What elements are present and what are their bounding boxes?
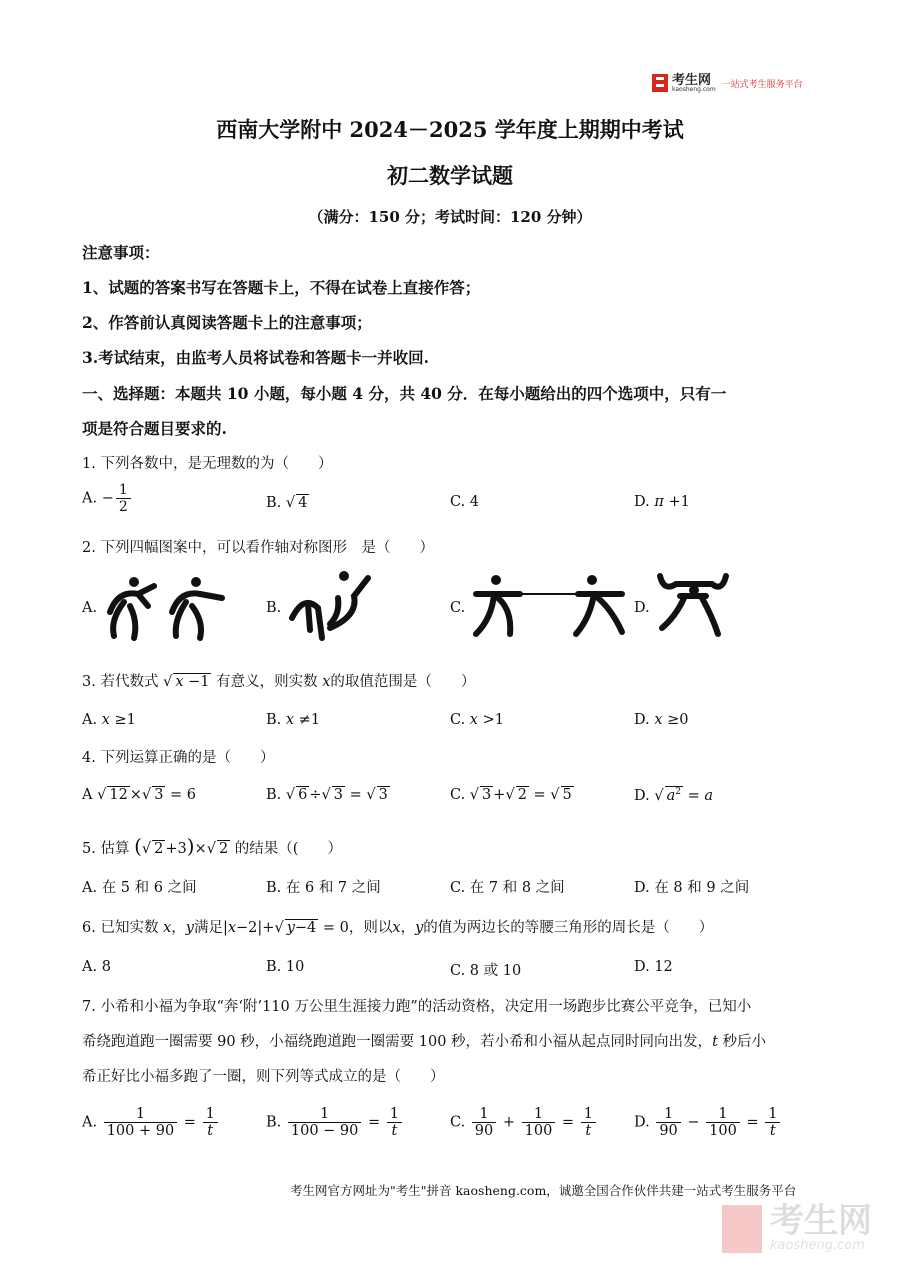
note-item-3: 3.考试结束，由监考人员将试卷和答题卡一并收回. <box>82 348 430 367</box>
note-item-1: 1、试题的答案书写在答题卡上，不得在试卷上直接作答； <box>82 278 481 297</box>
note-item-2: 2、作答前认真阅读答题卡上的注意事项； <box>82 313 372 332</box>
watermark <box>722 1201 872 1253</box>
q5-option-c: C. 在 7 和 8 之间 <box>450 880 565 896</box>
q4-option-c: C. √ 3 +√ 2 = √ 5 <box>450 787 572 803</box>
q2-figure-b <box>288 568 378 644</box>
exam-title: 西南大学附中 2024－2025 学年度上期期中考试 <box>216 117 684 142</box>
q3-stem-post: 有意义，则实数 <box>216 674 318 690</box>
q5-option-d: D. 在 8 和 9 之间 <box>634 880 750 896</box>
q2-option-b: B. <box>266 600 282 616</box>
q2-stem: 2. 下列四幅图案中，可以看作轴对称图形 是（ ） <box>82 540 434 556</box>
q1-stem: 1. 下列各数中，是无理数的为（ ） <box>82 456 333 472</box>
footer-text: 考生网官方网址为"考生"拼音 kaosheng.com，诚邀全国合作伙伴共建一站式考生服务平台 <box>290 1183 797 1198</box>
q7-option-a: A. $\frac{1}{100 + 90}$ = $\frac{1}{t}$ <box>82 1106 220 1139</box>
q1-option-a: A. − $\frac{1}{2}$ <box>82 482 133 515</box>
q3-b-label: B. <box>266 712 282 728</box>
watermark-brand: 考生网 <box>770 1201 872 1241</box>
q5-stem-pre: 5. 估算 <box>82 841 130 857</box>
q7-option-c: C. $\frac{1}{90}$ + $\frac{1}{100}$ = $\frac{1}{t}$ <box>450 1106 598 1139</box>
q6-option-d: D. 12 <box>634 959 673 975</box>
q7-option-d: D. $\frac{1}{90}$ − $\frac{1}{100}$ = $\frac{1}{t}$ <box>634 1106 782 1139</box>
q5-stem-post: 的结果（( ） <box>234 841 342 857</box>
exam-info: （满分：150 分；考试时间：120 分钟） <box>308 208 592 226</box>
q4-d-label: D. <box>634 787 650 804</box>
q7-c-label: C. <box>450 1114 466 1131</box>
q1-option-c: C. 4 <box>450 494 480 510</box>
q7-line2: 希绕跑道跑一圈需要 90 秒，小福绕跑道跑一圈需要 100 秒，若小希和小福从起点同时同向出发，t 秒后小 <box>82 1034 766 1050</box>
q1-option-b: B. √ 4 <box>266 495 308 511</box>
q4-option-b: B. √ 6 ÷√ 3 = √ 3 <box>266 787 388 803</box>
q2-figure-a <box>104 572 228 642</box>
watermark-domain: kaosheng.com <box>770 1238 865 1253</box>
notes-heading: 注意事项： <box>82 243 160 262</box>
q1-option-d: D. π +1 <box>634 494 690 510</box>
q1-d-label: D. <box>634 494 650 510</box>
q1-b-label: B. <box>266 495 282 511</box>
q3-stem-end: 的取值范围是（ ） <box>330 674 476 690</box>
q6-stem: 6. 已知实数 x，y满足|x−2|+√ y−4 = 0，则以x，y的值为两边长的等腰三角形的周长是（ ） <box>82 920 714 936</box>
q4-option-a: A √ 12 ×√ 3 = 6 <box>82 787 197 803</box>
q5-option-b: B. 在 6 和 7 之间 <box>266 880 381 896</box>
q2-option-c: C. <box>450 600 466 616</box>
q2-figure-c <box>472 574 626 640</box>
q3-a-label: A. <box>82 712 98 728</box>
q5-stem: 5. 估算 (√ 2 +3)×√ 2 的结果（( ） <box>82 834 342 858</box>
q2-option-d: D. <box>634 600 650 616</box>
q6-stem-pre: 6. 已知实数 <box>82 920 159 936</box>
section1-line2: 项是符合题目要求的. <box>82 419 227 438</box>
q6-option-c: C. 8 或 10 <box>450 963 522 979</box>
q7-line2-text: 希绕跑道跑一圈需要 90 秒，小福绕跑道跑一圈需要 100 秒，若小希和小福从起点同时同向出发， <box>82 1034 713 1050</box>
q1-a-label: A. <box>82 490 98 507</box>
kaosheng-logo-icon <box>652 74 668 92</box>
q5-option-a: A. 在 5 和 6 之间 <box>82 880 197 896</box>
q3-option-d: D. x ≥0 <box>634 712 689 728</box>
q3-d-label: D. <box>634 712 650 728</box>
q3-option-b: B. x ≠1 <box>266 712 321 728</box>
q3-option-a: A. x ≥1 <box>82 712 136 728</box>
q4-option-d: D. √ $a^2 = a$ <box>634 787 713 804</box>
q6-option-b: B. 10 <box>266 959 305 975</box>
q4-stem: 4. 下列运算正确的是（ ） <box>82 750 275 766</box>
q4-c-label: C. <box>450 787 466 803</box>
exam-subtitle: 初二数学试题 <box>387 163 513 188</box>
q7-b-label: B. <box>266 1114 282 1131</box>
q3-option-c: C. x >1 <box>450 712 504 728</box>
q3-stem-pre: 3. 若代数式 <box>82 674 159 690</box>
q2-figure-d <box>656 570 730 640</box>
header-logo <box>652 72 803 94</box>
q7-line2-end: 秒后小 <box>722 1034 766 1050</box>
q7-option-b: B. $\frac{1}{100 - 90}$ = $\frac{1}{t}$ <box>266 1106 404 1139</box>
q6-stem-post: ，则以 <box>348 920 393 936</box>
logo-slogan: 一站式考生服务平台 <box>721 79 803 90</box>
q2-option-a: A. <box>82 600 98 616</box>
q6-stem-mid: 满足 <box>193 920 223 936</box>
q3-stem: 3. 若代数式 √ x −1 有意义，则实数 x的取值范围是（ ） <box>82 674 476 690</box>
q3-c-label: C. <box>450 712 466 728</box>
logo-domain: kaosheng.com <box>672 85 716 93</box>
q7-line1: 7. 小希和小福为争取“奔‘附’110 万公里生涯接力跑”的活动资格，决定用一场跑步比赛公平竞争，已知小 <box>82 999 752 1015</box>
q7-a-label: A. <box>82 1114 98 1131</box>
logo-brand: 考生网 <box>672 72 712 88</box>
q6-stem-end: 的值为两边长的等腰三角形的周长是（ ） <box>423 920 714 936</box>
q4-a-label: A <box>82 787 93 803</box>
section1-line1: 一、选择题：本题共 10 小题，每小题 4 分，共 40 分．在每小题给出的四个选项中，只有一 <box>82 384 727 403</box>
q4-b-label: B. <box>266 787 282 803</box>
watermark-logo-icon <box>722 1205 762 1253</box>
q7-line3: 希正好比小福多跑了一圈，则下列等式成立的是（ ） <box>82 1069 445 1085</box>
q6-option-a: A. 8 <box>82 959 111 975</box>
q7-d-label: D. <box>634 1114 650 1131</box>
